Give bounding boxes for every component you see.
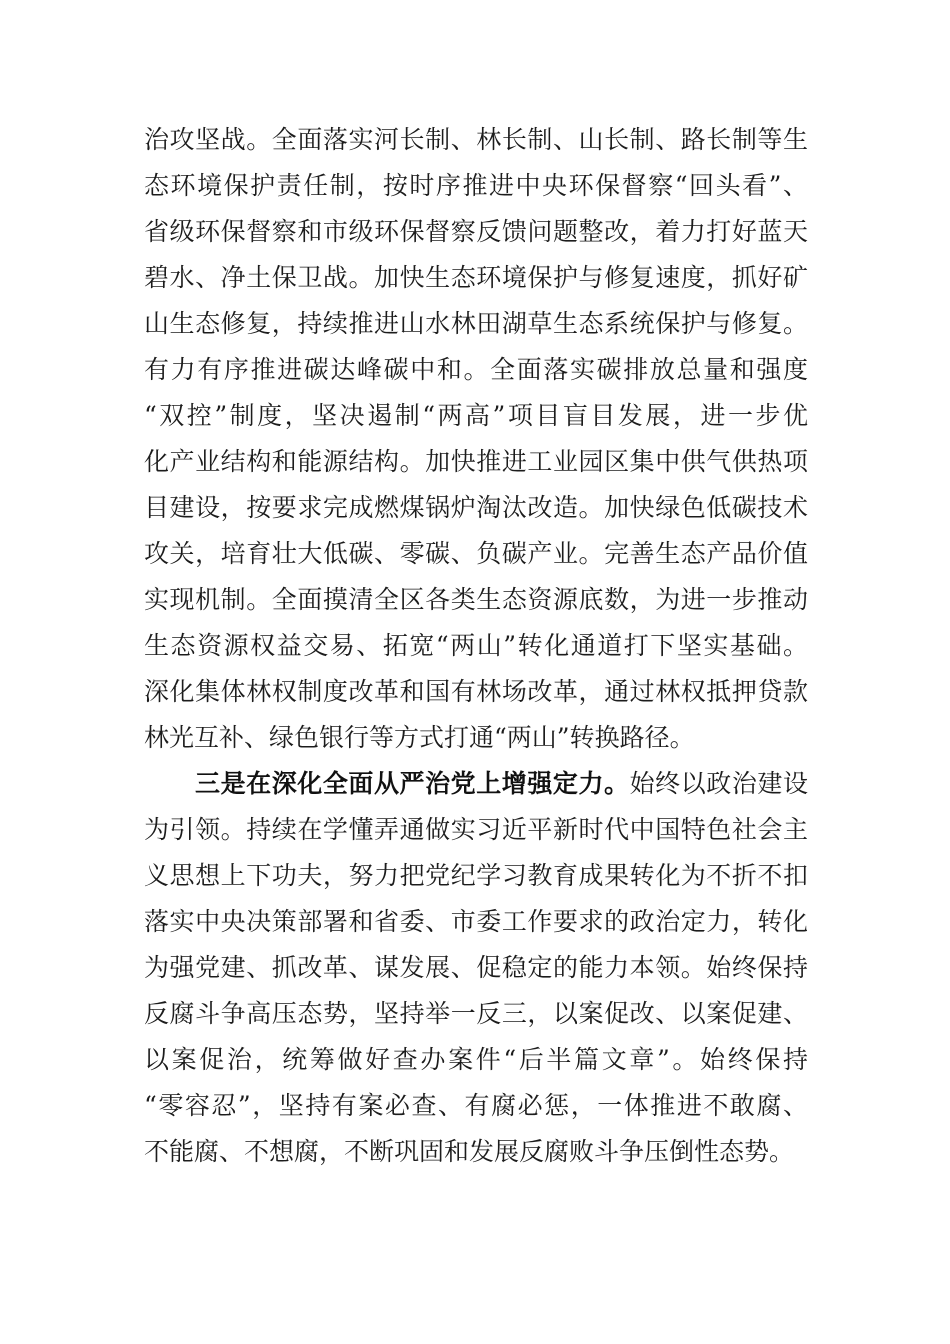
- body-line: 深化集体林权制度改革和国有林场改革，通过林权抵押贷款: [144, 677, 808, 706]
- body-line: 林光互补、绿色银行等方式打通“两山”转换路径。: [144, 723, 695, 752]
- body-line: “零容忍”，坚持有案必查、有腐必惩，一体推进不敢腐、: [144, 1091, 808, 1120]
- body-line: 化产业结构和能源结构。加快推进工业园区集中供气供热项: [144, 447, 808, 476]
- body-line: 碧水、净土保卫战。加快生态环境保护与修复速度，抓好矿: [144, 263, 808, 292]
- body-line: “双控”制度，坚决遏制“两高”项目盲目发展，进一步优: [144, 401, 808, 430]
- body-line: 落实中央决策部署和省委、市委工作要求的政治定力，转化: [144, 907, 808, 936]
- section-3-first-line-rest: 始终以政治建设: [629, 769, 808, 798]
- body-line: 有力有序推进碳达峰碳中和。全面落实碳排放总量和强度: [144, 355, 808, 384]
- body-line: 生态资源权益交易、拓宽“两山”转化通道打下坚实基础。: [144, 631, 808, 660]
- body-line: 不能腐、不想腐，不断巩固和发展反腐败斗争压倒性态势。: [144, 1137, 795, 1166]
- body-line: 态环境保护责任制，按时序推进中央环保督察“回头看”、: [144, 171, 808, 200]
- body-line: 反腐斗争高压态势，坚持举一反三，以案促改、以案促建、: [144, 999, 808, 1028]
- body-line: 省级环保督察和市级环保督察反馈问题整改，着力打好蓝天: [144, 217, 808, 246]
- body-line: 为强党建、抓改革、谋发展、促稳定的能力本领。始终保持: [144, 953, 808, 982]
- body-line: 实现机制。全面摸清全区各类生态资源底数，为进一步推动: [144, 585, 808, 614]
- body-line: 为引领。持续在学懂弄通做实习近平新时代中国特色社会主: [144, 815, 808, 844]
- body-line: 治攻坚战。全面落实河长制、林长制、山长制、路长制等生: [144, 125, 808, 154]
- body-line: 山生态修复，持续推进山水林田湖草生态系统保护与修复。: [144, 309, 808, 338]
- section-3-heading: 三是在深化全面从严治党上增强定力。: [195, 769, 630, 798]
- body-line: 义思想上下功夫，努力把党纪学习教育成果转化为不折不扣: [144, 861, 808, 890]
- body-line: 目建设，按要求完成燃煤锅炉淘汰改造。加快绿色低碳技术: [144, 493, 808, 522]
- body-line: 攻关，培育壮大低碳、零碳、负碳产业。完善生态产品价值: [144, 539, 808, 568]
- body-line: 以案促治，统筹做好查办案件“后半篇文章”。始终保持: [144, 1045, 808, 1074]
- section-3-first-line: [195, 761, 808, 807]
